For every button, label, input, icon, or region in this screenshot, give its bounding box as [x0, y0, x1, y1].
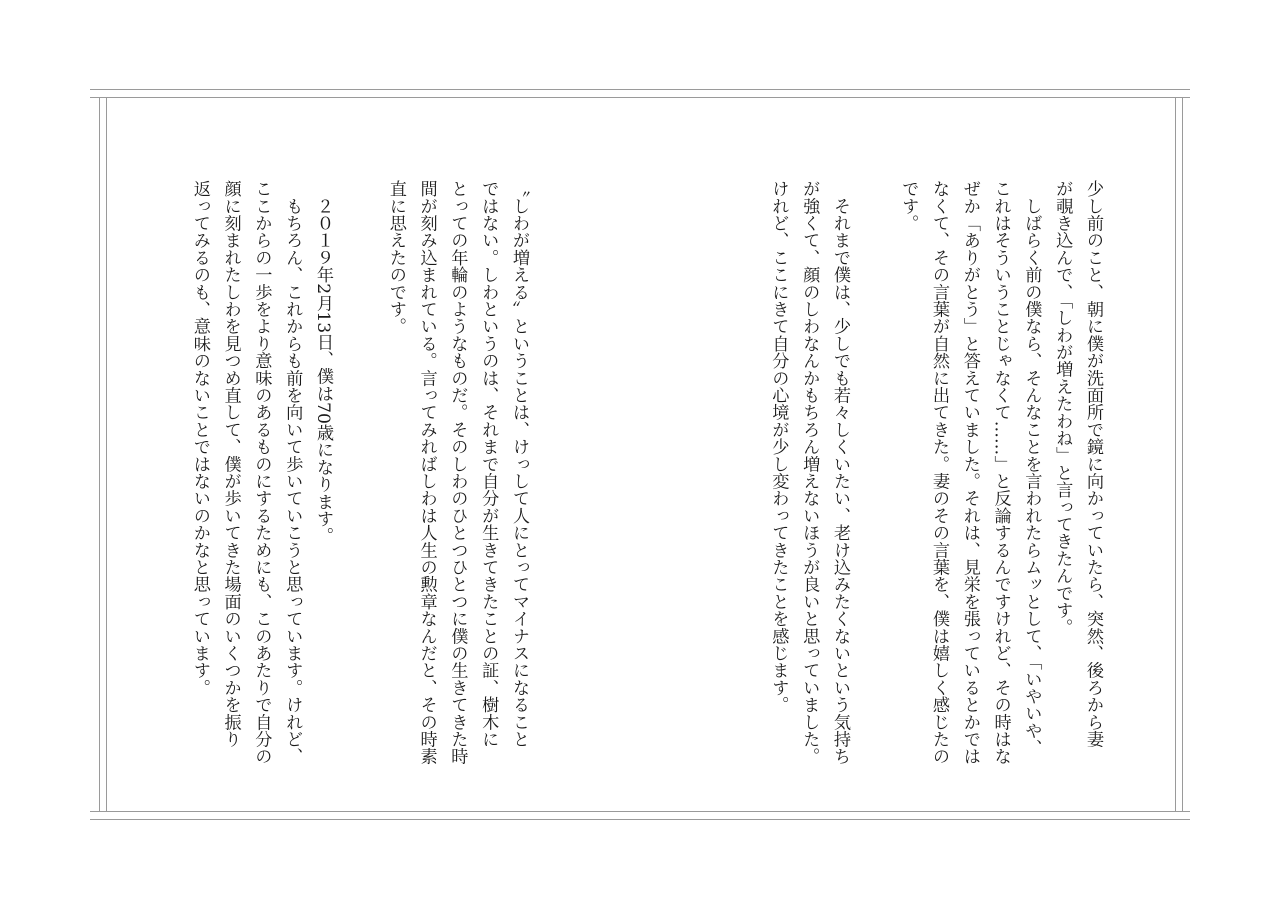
top-border-outer: [90, 89, 1190, 90]
right-text-block-2: [755, 180, 855, 800]
text-line: 直に思えたのです。: [385, 180, 406, 335]
right-border-inner: [1175, 98, 1176, 812]
left-text-block: [368, 180, 534, 800]
right-text-block: [878, 180, 1108, 800]
text-line: です。: [898, 180, 919, 232]
right-border-outer: [1182, 98, 1183, 812]
bottom-border-outer: [90, 819, 1190, 820]
bottom-border-inner: [90, 811, 1190, 812]
text-line: もちろん、これからも前を向いて歩いていこうと思っています。けれど、: [282, 180, 303, 765]
text-line: しばらく前の僕なら、そんなことを言われたらムッとして、「いやいや、: [1021, 180, 1042, 757]
top-border-inner: [90, 97, 1190, 98]
text-line: 〝しわが増える〟ということは、けっして人にとってマイナスになること: [509, 180, 529, 748]
text-line: が覗き込んで、「しわが増えたわね」と言ってきたんです。: [1052, 180, 1073, 636]
text-line: ではない。しわというのは、それまで自分が生きてきたことの証、樹木に: [478, 180, 499, 748]
text-line: 間が刻み込まれている。言ってみればしわは人生の勲章なんだと、その時素: [416, 180, 437, 765]
left-border-outer: [99, 98, 100, 812]
text-line: ２０１９年2月13日、僕は70歳になります。: [313, 180, 333, 545]
text-line: これはそういうことじゃなくて……」と反論するんですけれど、その時はな: [990, 180, 1011, 765]
left-text-block-2: [172, 180, 338, 800]
text-line: 顔に刻まれたしわを見つめ直して、僕が歩いてきた場面のいくつかを振り: [220, 180, 241, 748]
text-line: けれど、ここにきて自分の心境が少し変わってきたことを感じます。: [768, 180, 789, 714]
text-line: ここからの一歩をより意味のあるものにするためにも、このあたりで自分の: [251, 180, 272, 765]
text-line: なくて、その言葉が自然に出てきた。妻のその言葉を、僕は嬉しく感じたの: [929, 180, 950, 765]
text-line: が強くて、顔のしわなんかもちろん増えないほうが良いと思っていました。: [799, 180, 820, 765]
text-line: とっての年輪のようなものだ。そのしわのひとつひとつに僕の生きてきた時: [447, 180, 468, 765]
text-line: ぜか「ありがとう」と答えていました。それは、見栄を張っているとかでは: [959, 180, 980, 765]
text-line: 返ってみるのも、意味のないことではないのかなと思っています。: [189, 180, 210, 696]
text-line: それまで僕は、少しでも若々しくいたい、老け込みたくないという気持ち: [830, 180, 850, 765]
left-border-inner: [106, 98, 107, 812]
text-line: 少し前のこと、朝に僕が洗面所で鏡に向かっていたら、突然、後ろから妻: [1083, 180, 1103, 748]
